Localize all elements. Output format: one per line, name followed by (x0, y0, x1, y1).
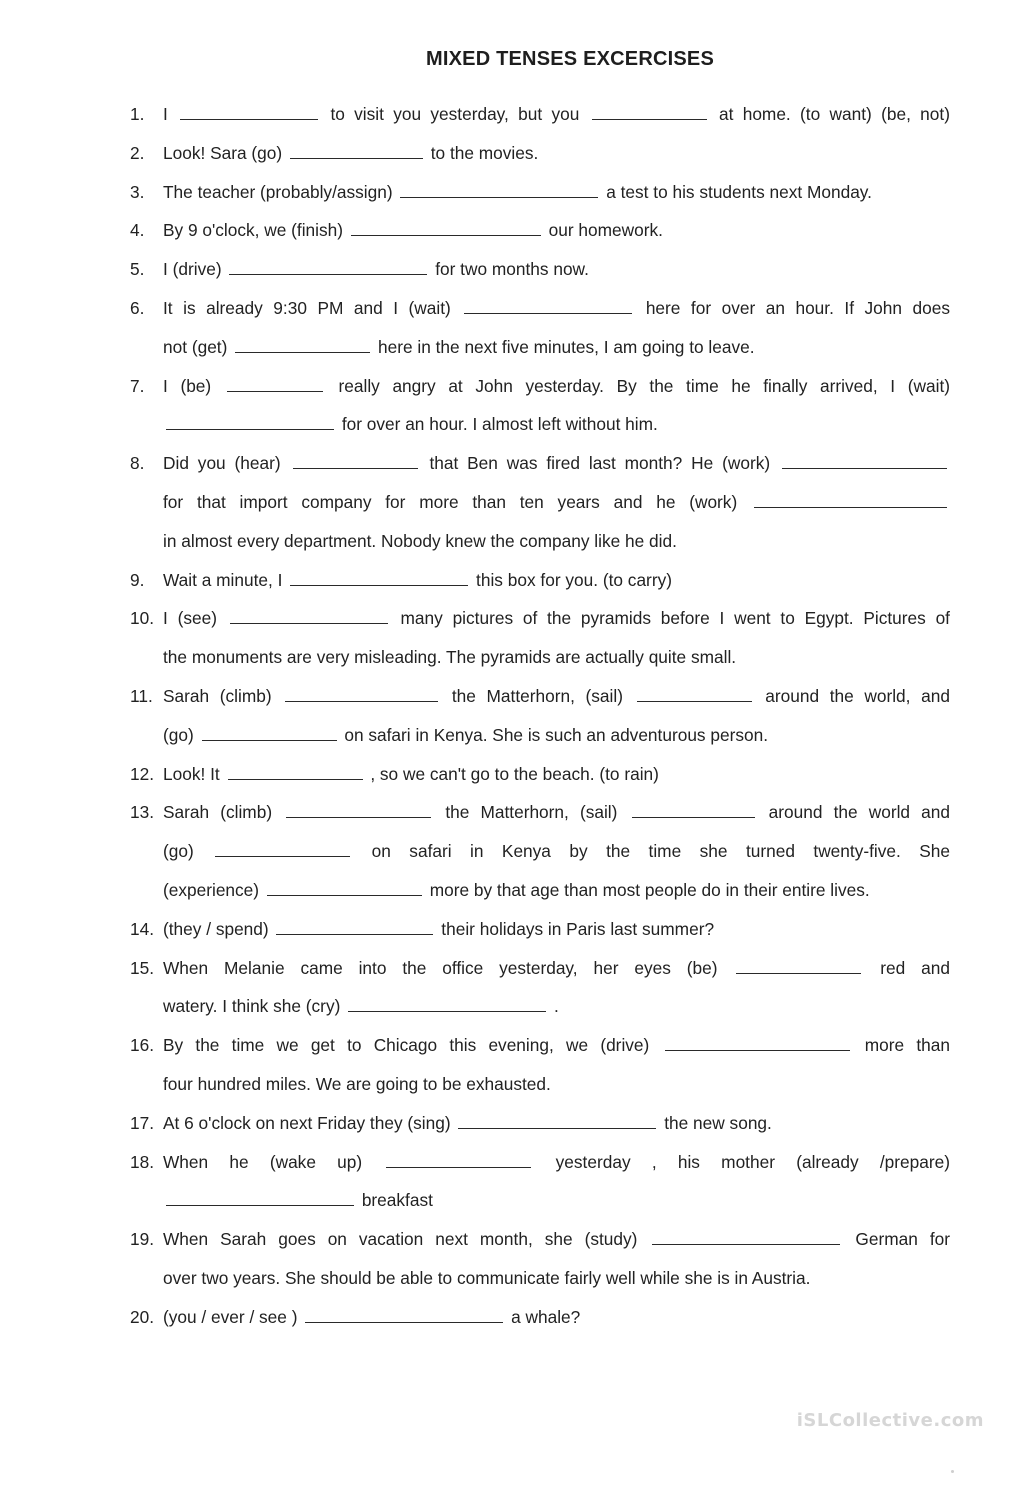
answer-blank[interactable] (754, 490, 947, 508)
exercise-item (130, 211, 950, 250)
exercise-number: 4. (130, 220, 145, 241)
exercise-text: Sarah (climb) (163, 802, 273, 823)
exercise-text: Wait a minute, I (163, 569, 283, 590)
exercise-text: on safari in Kenya by the time she turned twenty-five. She (371, 841, 950, 862)
exercise-text: not (get) (163, 336, 228, 357)
exercise-line (163, 871, 950, 910)
answer-blank[interactable] (180, 102, 318, 120)
exercise-text: German for (855, 1229, 950, 1250)
exercise-item (130, 793, 950, 909)
answer-blank[interactable] (229, 257, 427, 275)
exercise-number: 11. (130, 685, 153, 706)
exercise-text: Sarah (climb) (163, 685, 272, 706)
exercise-text: many pictures of the pyramids before I went to Egypt. Pictures of (400, 608, 950, 629)
answer-blank[interactable] (592, 102, 707, 120)
exercise-text: I (163, 104, 168, 124)
answer-blank[interactable] (464, 296, 632, 314)
answer-blank[interactable] (782, 451, 947, 469)
exercise-text: a whale? (511, 1306, 581, 1327)
exercise-line (163, 793, 950, 832)
exercise-text: Look! Sara (go) (163, 142, 283, 163)
exercise-text: in almost every department. Nobody knew the company like he did. (163, 530, 677, 551)
exercise-text: (experience) (163, 879, 260, 900)
exercise-line (163, 716, 950, 755)
exercise-number: 19. (130, 1229, 155, 1250)
exercise-text: our homework. (548, 220, 663, 241)
decorative-dot (951, 1470, 954, 1473)
exercise-line (163, 677, 950, 716)
exercise-number: 5. (130, 259, 145, 280)
exercise-item (130, 289, 950, 367)
exercise-number: 2. (130, 142, 145, 163)
exercise-line (163, 250, 950, 289)
exercise-text: around the world, and (765, 685, 950, 706)
exercise-text: the Matterhorn, (sail) (451, 685, 623, 706)
answer-blank[interactable] (386, 1150, 531, 1168)
exercise-text: By the time we get to Chicago this evening, we (drive) (163, 1035, 650, 1056)
exercise-item (130, 755, 950, 794)
exercise-number: 1. (130, 104, 145, 124)
exercise-line (163, 95, 950, 134)
exercise-line (163, 405, 950, 444)
answer-blank[interactable] (276, 917, 433, 935)
exercise-line (163, 755, 950, 794)
exercise-line (163, 1065, 950, 1104)
exercise-line (163, 599, 950, 638)
exercise-text: the Matterhorn, (sail) (445, 802, 618, 823)
exercise-text: to the movies. (430, 142, 539, 163)
exercise-text: to visit you yesterday, but you (330, 104, 580, 124)
exercise-text: (you / ever / see ) (163, 1306, 298, 1327)
exercise-number: 15. (130, 957, 155, 978)
answer-blank[interactable] (652, 1227, 840, 1245)
exercise-line (163, 1143, 950, 1182)
exercise-text: By 9 o'clock, we (finish) (163, 220, 344, 241)
exercise-item (130, 1298, 950, 1337)
exercise-text: that Ben was fired last month? He (work) (429, 453, 771, 474)
answer-blank[interactable] (166, 412, 334, 430)
exercise-line (163, 1104, 950, 1143)
exercise-text: , so we can't go to the beach. (to rain) (370, 763, 659, 784)
exercise-item (130, 250, 950, 289)
answer-blank[interactable] (665, 1033, 850, 1051)
exercise-text: (go) (163, 841, 194, 862)
exercise-text: When he (wake up) (163, 1151, 363, 1172)
exercise-line (163, 1298, 950, 1337)
exercise-line (163, 910, 950, 949)
answer-blank[interactable] (215, 839, 350, 857)
exercise-number: 7. (130, 375, 145, 396)
exercise-line (163, 561, 950, 600)
exercise-text: here in the next five minutes, I am going to leave. (377, 336, 755, 357)
answer-blank[interactable] (230, 606, 388, 624)
exercise-item (130, 444, 950, 560)
exercise-item (130, 173, 950, 212)
exercise-text: this box for you. (to carry) (476, 569, 672, 590)
exercise-number: 14. (130, 918, 155, 939)
exercise-text: for that import company for more than ten years and he (work) (163, 491, 738, 512)
answer-blank[interactable] (458, 1111, 656, 1129)
exercise-line (163, 1181, 950, 1220)
answer-blank[interactable] (305, 1305, 503, 1323)
exercise-item (130, 1220, 950, 1298)
exercise-item (130, 949, 950, 1027)
exercise-line (163, 173, 950, 212)
exercise-line (163, 367, 950, 406)
exercise-text: The teacher (probably/assign) (163, 181, 393, 202)
exercise-line (163, 134, 950, 173)
exercise-line (163, 832, 950, 871)
answer-blank[interactable] (637, 684, 752, 702)
answer-blank[interactable] (348, 994, 546, 1012)
exercise-text: I (drive) (163, 259, 222, 280)
exercise-text: four hundred miles. We are going to be exhausted. (163, 1073, 551, 1094)
exercise-line (163, 1259, 950, 1298)
exercise-text: the monuments are very misleading. The pyramids are actually quite small. (163, 647, 737, 668)
exercise-line (163, 987, 950, 1026)
exercise-text: more than (864, 1035, 950, 1056)
exercise-item (130, 367, 950, 445)
exercise-list (130, 95, 950, 1337)
answer-blank[interactable] (290, 141, 423, 159)
exercise-text: When Melanie came into the office yesterday, her eyes (be) (163, 957, 718, 978)
exercise-text: yesterday , his mother (already /prepare) (555, 1151, 950, 1172)
exercise-text: Did you (hear) (163, 453, 281, 474)
answer-blank[interactable] (736, 956, 861, 974)
exercise-text: a test to his students next Monday. (606, 181, 872, 202)
exercise-text: It is already 9:30 PM and I (wait) (163, 297, 451, 318)
exercise-line (163, 1220, 950, 1259)
exercise-line (163, 638, 950, 677)
answer-blank[interactable] (228, 762, 363, 780)
exercise-number: 3. (130, 181, 145, 202)
exercise-item (130, 910, 950, 949)
exercise-line (163, 328, 950, 367)
exercise-number: 17. (130, 1112, 155, 1133)
answer-blank[interactable] (267, 878, 422, 896)
exercise-text: here for over an hour. If John does (645, 297, 950, 318)
answer-blank[interactable] (166, 1188, 354, 1206)
exercise-number: 13. (130, 802, 155, 823)
watermark: iSLCollective.com (796, 1410, 984, 1431)
answer-blank[interactable] (202, 723, 337, 741)
answer-blank[interactable] (227, 374, 323, 392)
exercise-line (163, 1026, 950, 1065)
exercise-item (130, 677, 950, 755)
exercise-text: the new song. (664, 1112, 772, 1133)
exercise-text: watery. I think she (cry) (163, 996, 341, 1017)
exercise-text: around the world and (768, 802, 950, 823)
exercise-text: (go) (163, 724, 194, 745)
exercise-text: over two years. She should be able to communicate fairly well while she is in Austria. (163, 1267, 811, 1288)
exercise-text: At 6 o'clock on next Friday they (sing) (163, 1112, 451, 1133)
exercise-text: at home. (to want) (be, not) (718, 104, 950, 124)
page-title: MIXED TENSES EXCERCISES (426, 48, 714, 70)
exercise-text: When Sarah goes on vacation next month, she (study) (163, 1229, 638, 1250)
answer-blank[interactable] (632, 800, 755, 818)
exercise-item (130, 599, 950, 677)
exercise-number: 16. (130, 1035, 155, 1056)
exercise-text: Look! It (163, 763, 220, 784)
answer-blank[interactable] (400, 180, 598, 198)
exercise-number: 9. (130, 569, 145, 590)
exercise-number: 8. (130, 453, 145, 474)
exercise-item (130, 1104, 950, 1143)
exercise-line (163, 522, 950, 561)
exercise-text: breakfast (361, 1190, 433, 1211)
exercise-text: more by that age than most people do in their entire lives. (429, 879, 870, 900)
exercise-item (130, 1026, 950, 1104)
exercise-number: 20. (130, 1306, 155, 1327)
answer-blank[interactable] (293, 451, 418, 469)
exercise-text: for two months now. (435, 259, 589, 280)
exercise-item (130, 561, 950, 600)
answer-blank[interactable] (235, 335, 370, 353)
exercise-text: I (see) (163, 608, 217, 629)
exercise-line (163, 949, 950, 988)
answer-blank[interactable] (285, 684, 438, 702)
exercise-line (163, 211, 950, 250)
exercise-text: I (be) (163, 375, 212, 396)
exercise-line (163, 444, 950, 483)
answer-blank[interactable] (290, 568, 468, 586)
exercise-text: . (553, 996, 559, 1017)
exercise-text: their holidays in Paris last summer? (441, 918, 715, 939)
exercise-text: red and (880, 957, 950, 978)
exercise-text: really angry at John yesterday. By the time he finally arrived, I (wait) (338, 375, 950, 396)
exercise-text: on safari in Kenya. She is such an adventurous person. (344, 724, 769, 745)
exercise-line (163, 483, 950, 522)
exercise-number: 10. (130, 608, 155, 629)
exercise-number: 6. (130, 297, 145, 318)
exercise-text: (they / spend) (163, 918, 269, 939)
exercise-text: for over an hour. I almost left without him. (341, 414, 658, 435)
exercise-number: 18. (130, 1151, 155, 1172)
exercise-item (130, 95, 950, 134)
exercise-item (130, 1143, 950, 1221)
answer-blank[interactable] (351, 218, 541, 236)
exercise-item (130, 134, 950, 173)
answer-blank[interactable] (286, 800, 431, 818)
exercise-number: 12. (130, 763, 155, 784)
exercise-line (163, 289, 950, 328)
